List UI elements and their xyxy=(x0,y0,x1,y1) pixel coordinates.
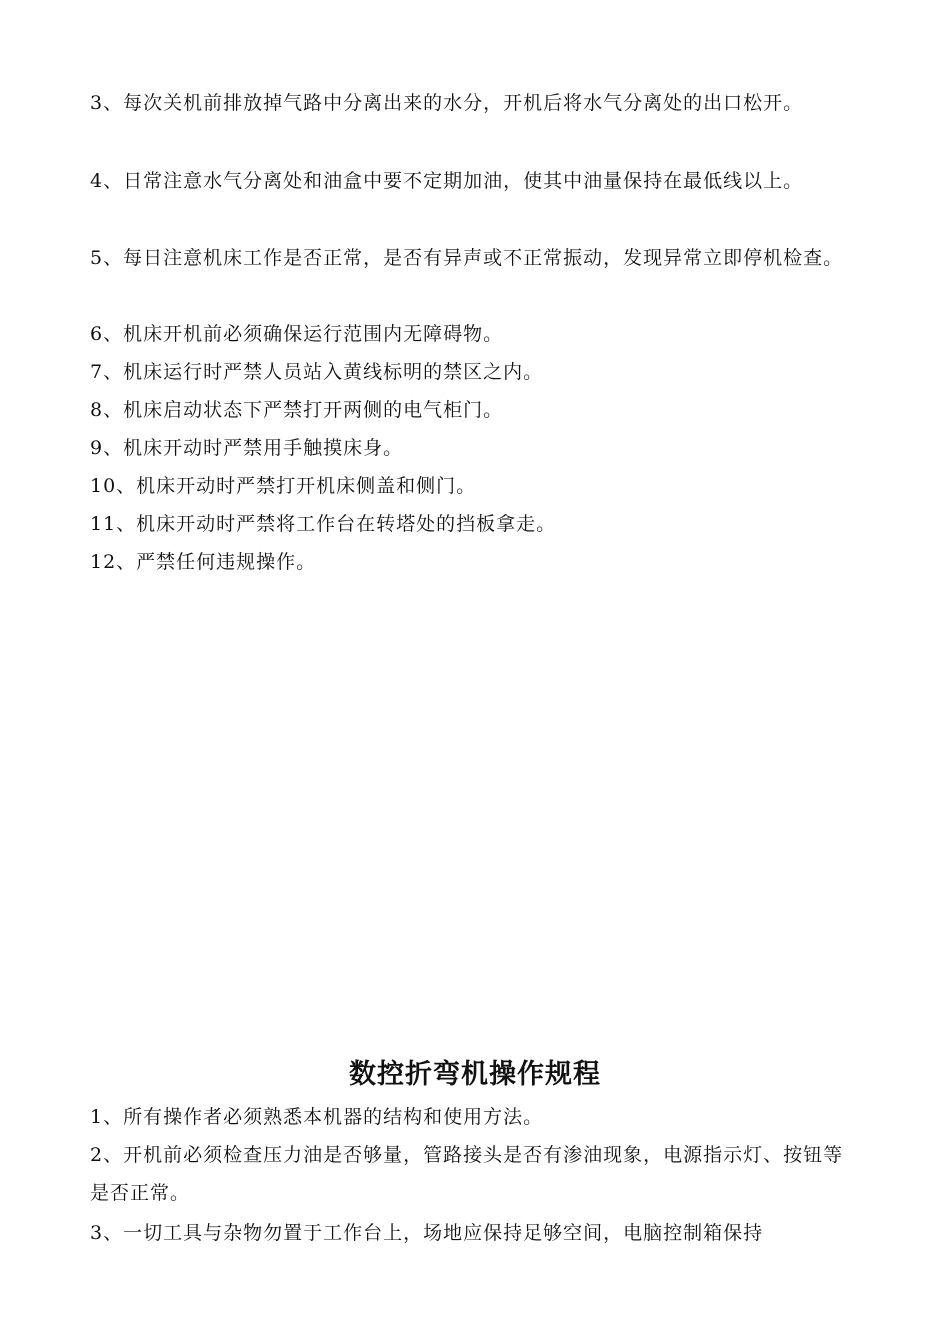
procedure-item-3: 3、一切工具与杂物勿置于工作台上，场地应保持足够空间，电脑控制箱保持 xyxy=(90,1222,764,1244)
paragraph-item-3: 3、每次关机前排放掉气路中分离出来的水分，开机后将水气分离处的出口松开。 xyxy=(90,92,804,114)
paragraph-item-6: 6、机床开机前必须确保运行范围内无障碍物。 xyxy=(90,323,504,345)
paragraph-item-10: 10、机床开动时严禁打开机床侧盖和侧门。 xyxy=(90,475,477,497)
paragraph-item-11: 11、机床开动时严禁将工作台在转塔处的挡板拿走。 xyxy=(90,513,557,535)
procedure-item-1: 1、所有操作者必须熟悉本机器的结构和使用方法。 xyxy=(90,1106,544,1128)
paragraph-item-8: 8、机床启动状态下严禁打开两侧的电气柜门。 xyxy=(90,399,504,421)
paragraph-item-5: 5、每日注意机床工作是否正常，是否有异声或不正常振动，发现异常立即停机检查。 xyxy=(90,247,844,269)
paragraph-item-7: 7、机床运行时严禁人员站入黄线标明的禁区之内。 xyxy=(90,361,544,383)
paragraph-item-9: 9、机床开动时严禁用手触摸床身。 xyxy=(90,437,404,459)
paragraph-item-4: 4、日常注意水气分离处和油盒中要不定期加油，使其中油量保持在最低线以上。 xyxy=(90,170,804,192)
paragraph-item-12: 12、严禁任何违规操作。 xyxy=(90,551,317,573)
procedure-item-2: 2、开机前必须检查压力油是否够量，管路接头是否有渗油现象，电源指示灯、按钮等是否正常。 xyxy=(90,1144,844,1204)
section-title: 数控折弯机操作规程 xyxy=(349,1059,601,1090)
